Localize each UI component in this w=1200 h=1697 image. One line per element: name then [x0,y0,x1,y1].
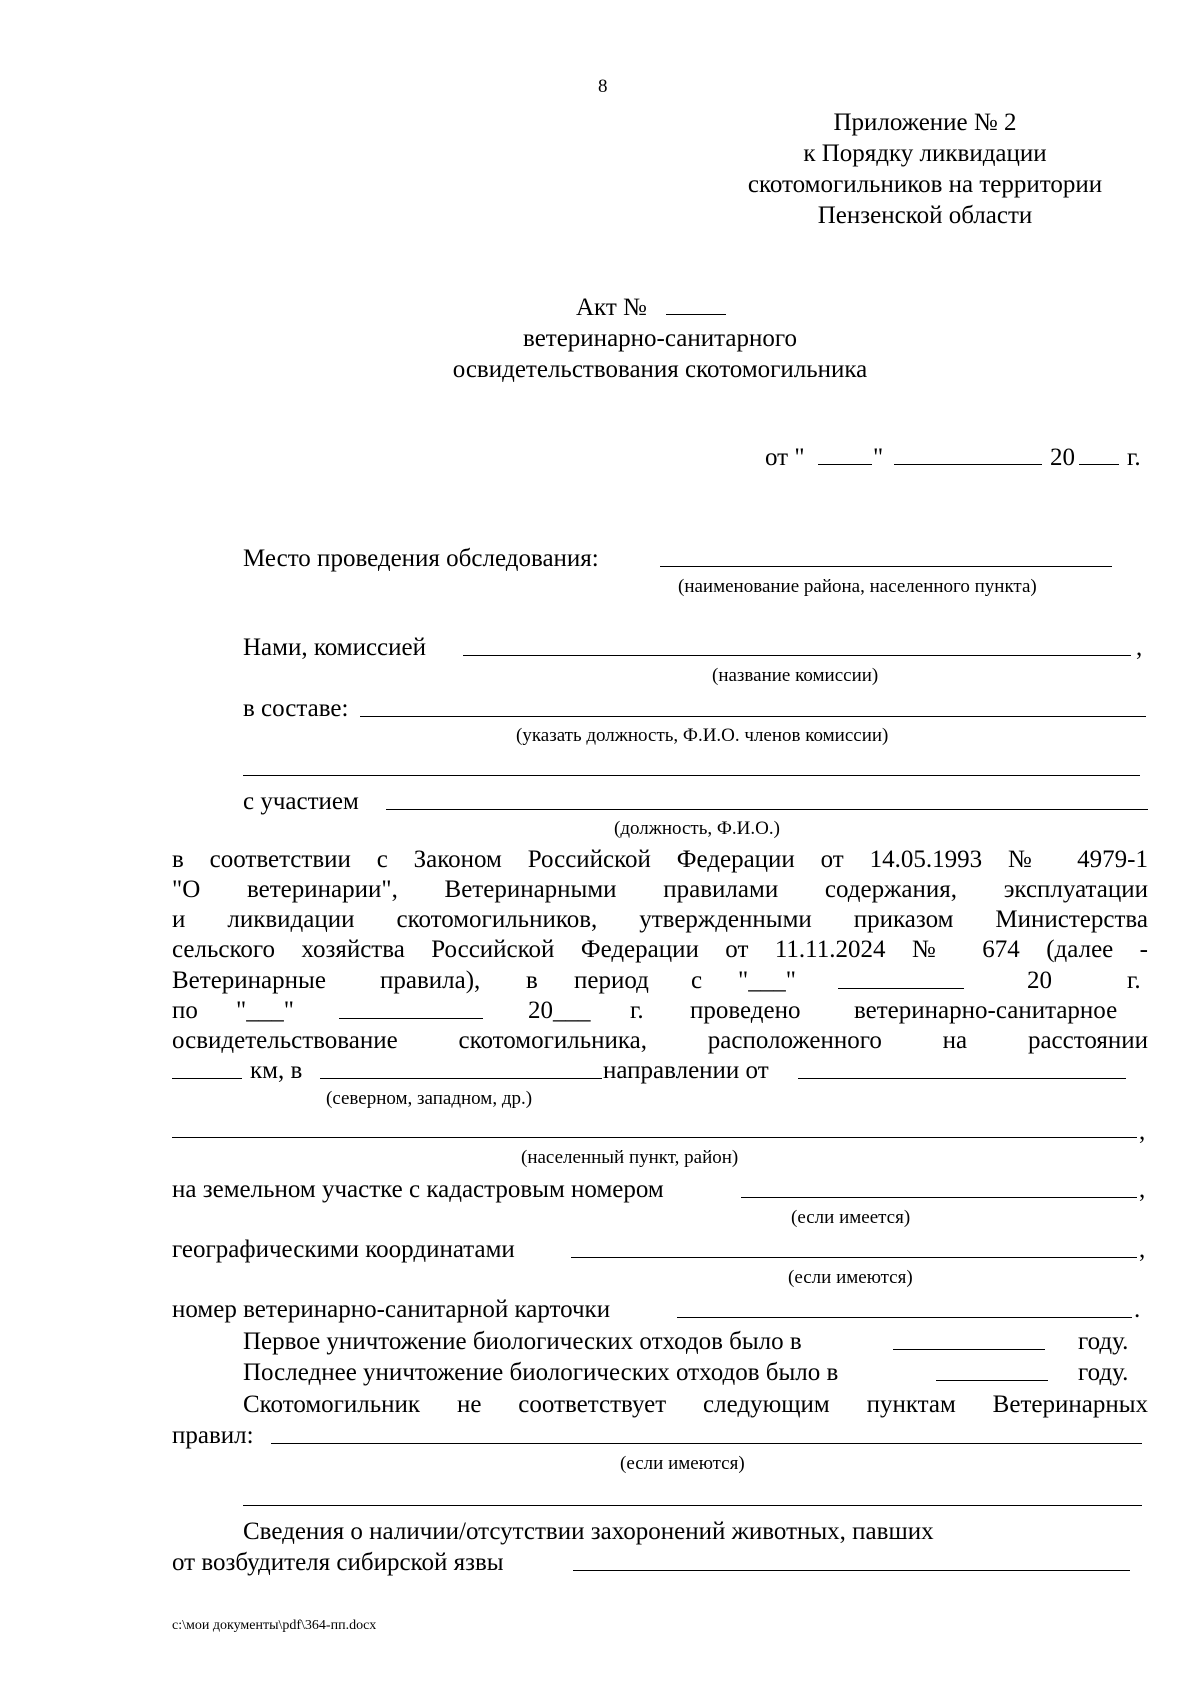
body-line-4: сельского хозяйства Российской Федерации от 11.11.2024 № 674 (далее - [172,936,1148,963]
last-destruction-label: Последнее уничтожение биологических отходов было в [243,1359,839,1386]
date-year-blank [1079,464,1119,465]
noncompliance-line-1: Скотомогильник не соответствует следующим пунктам Ветеринарных [243,1391,1148,1418]
noncompliance-blank-2 [243,1505,1142,1506]
commission-hint: (название комиссии) [712,665,879,686]
locality-comma: , [1139,1118,1146,1145]
members-blank-2 [243,775,1140,776]
period-year-suffix: г. [1127,967,1141,994]
date-prefix: от " [765,444,805,471]
act-number-label: Акт № [576,294,647,321]
to-word-1: по [172,997,198,1024]
to-year-suffix: г. [630,997,644,1024]
date-month-blank [894,464,1042,465]
coords-label: географическими координатами [172,1236,515,1263]
first-destruction-blank [893,1349,1045,1350]
locality-blank [172,1137,1137,1138]
card-label: номер ветеринарно-санитарной карточки [172,1296,611,1323]
period-day-blank: "___" [738,967,796,994]
footer-file-path: c:\мои документы\pdf\364-пп.docx [172,1618,377,1633]
km-blank [172,1078,242,1079]
locality-hint: (населенный пункт, район) [521,1147,739,1168]
anthrax-line-1: Сведения о наличии/отсутствии захоронений животных, павших [243,1518,934,1545]
cadastral-blank [741,1197,1137,1198]
date-day-blank [818,464,872,465]
members-hint: (указать должность, Ф.И.О. членов комиссии) [516,725,889,746]
members-blank [360,716,1146,717]
cadastral-hint: (если имеется) [791,1207,911,1228]
coords-hint: (если имеются) [788,1267,913,1288]
place-hint: (наименование района, населенного пункта) [678,576,1037,597]
act-number-blank [666,314,726,315]
participation-hint: (должность, Ф.И.О.) [614,818,780,839]
to-year: 20___ [528,997,591,1024]
period-word-1: Ветеринарные [172,967,326,994]
to-day-blank: "___" [236,997,294,1024]
coords-blank [571,1257,1137,1258]
act-title-line-3: освидетельствования скотомогильника [452,356,868,383]
date-quote-close: " [873,444,884,471]
from-blank [798,1078,1126,1079]
period-year: 20 [1027,967,1052,994]
to-month-blank [339,1018,483,1019]
participation-label: с участием [243,788,359,815]
anthrax-blank [573,1570,1130,1571]
cadastral-comma: , [1139,1176,1146,1203]
appendix-line-1: Приложение № 2 [833,109,1017,136]
period-month-blank [838,988,964,989]
body-line-2: "О ветеринарии", Ветеринарными правилами содержания, эксплуатации [172,876,1148,903]
appendix-line-3: скотомогильников на территории [747,171,1103,198]
page-number: 8 [598,76,608,97]
last-destruction-blank [936,1380,1048,1381]
last-destruction-suffix: году. [1078,1359,1129,1386]
to-word-3: ветеринарно-санитарное [854,997,1118,1024]
appendix-line-2: к Порядку ликвидации [803,140,1047,167]
card-dot: . [1134,1296,1141,1323]
appendix-line-4: Пензенской области [817,202,1033,229]
first-destruction-label: Первое уничтожение биологических отходов было в [243,1328,802,1355]
period-word-5: с [691,967,703,994]
to-word-2: проведено [690,997,801,1024]
coords-comma: , [1139,1236,1146,1263]
cadastral-label: на земельном участке с кадастровым номером [172,1176,664,1203]
first-destruction-suffix: году. [1078,1328,1129,1355]
noncompliance-hint: (если имеются) [620,1453,745,1474]
act-title-line-2: ветеринарно-санитарного [523,325,797,352]
members-label: в составе: [243,695,349,722]
date-year-suffix: г. [1127,444,1141,471]
period-word-2: правила), [380,967,481,994]
period-word-4: период [574,967,649,994]
body-line-3: и ликвидации скотомогильников, утвержденными приказом Министерства [172,906,1148,933]
commission-label: Нами, комиссией [243,634,426,661]
place-label: Место проведения обследования: [243,545,599,572]
direction-blank [320,1078,602,1079]
commission-comma: , [1136,634,1143,661]
direction-hint: (северном, западном, др.) [326,1088,533,1109]
place-blank [660,566,1112,567]
commission-blank [463,655,1131,656]
anthrax-label: от возбудителя сибирской язвы [172,1549,504,1576]
body-line-7: освидетельствование скотомогильника, расположенного на расстоянии [172,1027,1148,1054]
direction-label: направлении от [603,1057,769,1084]
card-blank [677,1317,1132,1318]
km-label: км, в [250,1057,303,1084]
date-year-prefix: 20 [1050,444,1075,471]
noncompliance-blank [271,1443,1142,1444]
noncompliance-label: правил: [172,1422,254,1449]
participation-blank [386,809,1148,810]
period-word-3: в [526,967,538,994]
body-line-1: в соответствии с Законом Российской Федерации от 14.05.1993 № 4979-1 [172,846,1148,873]
